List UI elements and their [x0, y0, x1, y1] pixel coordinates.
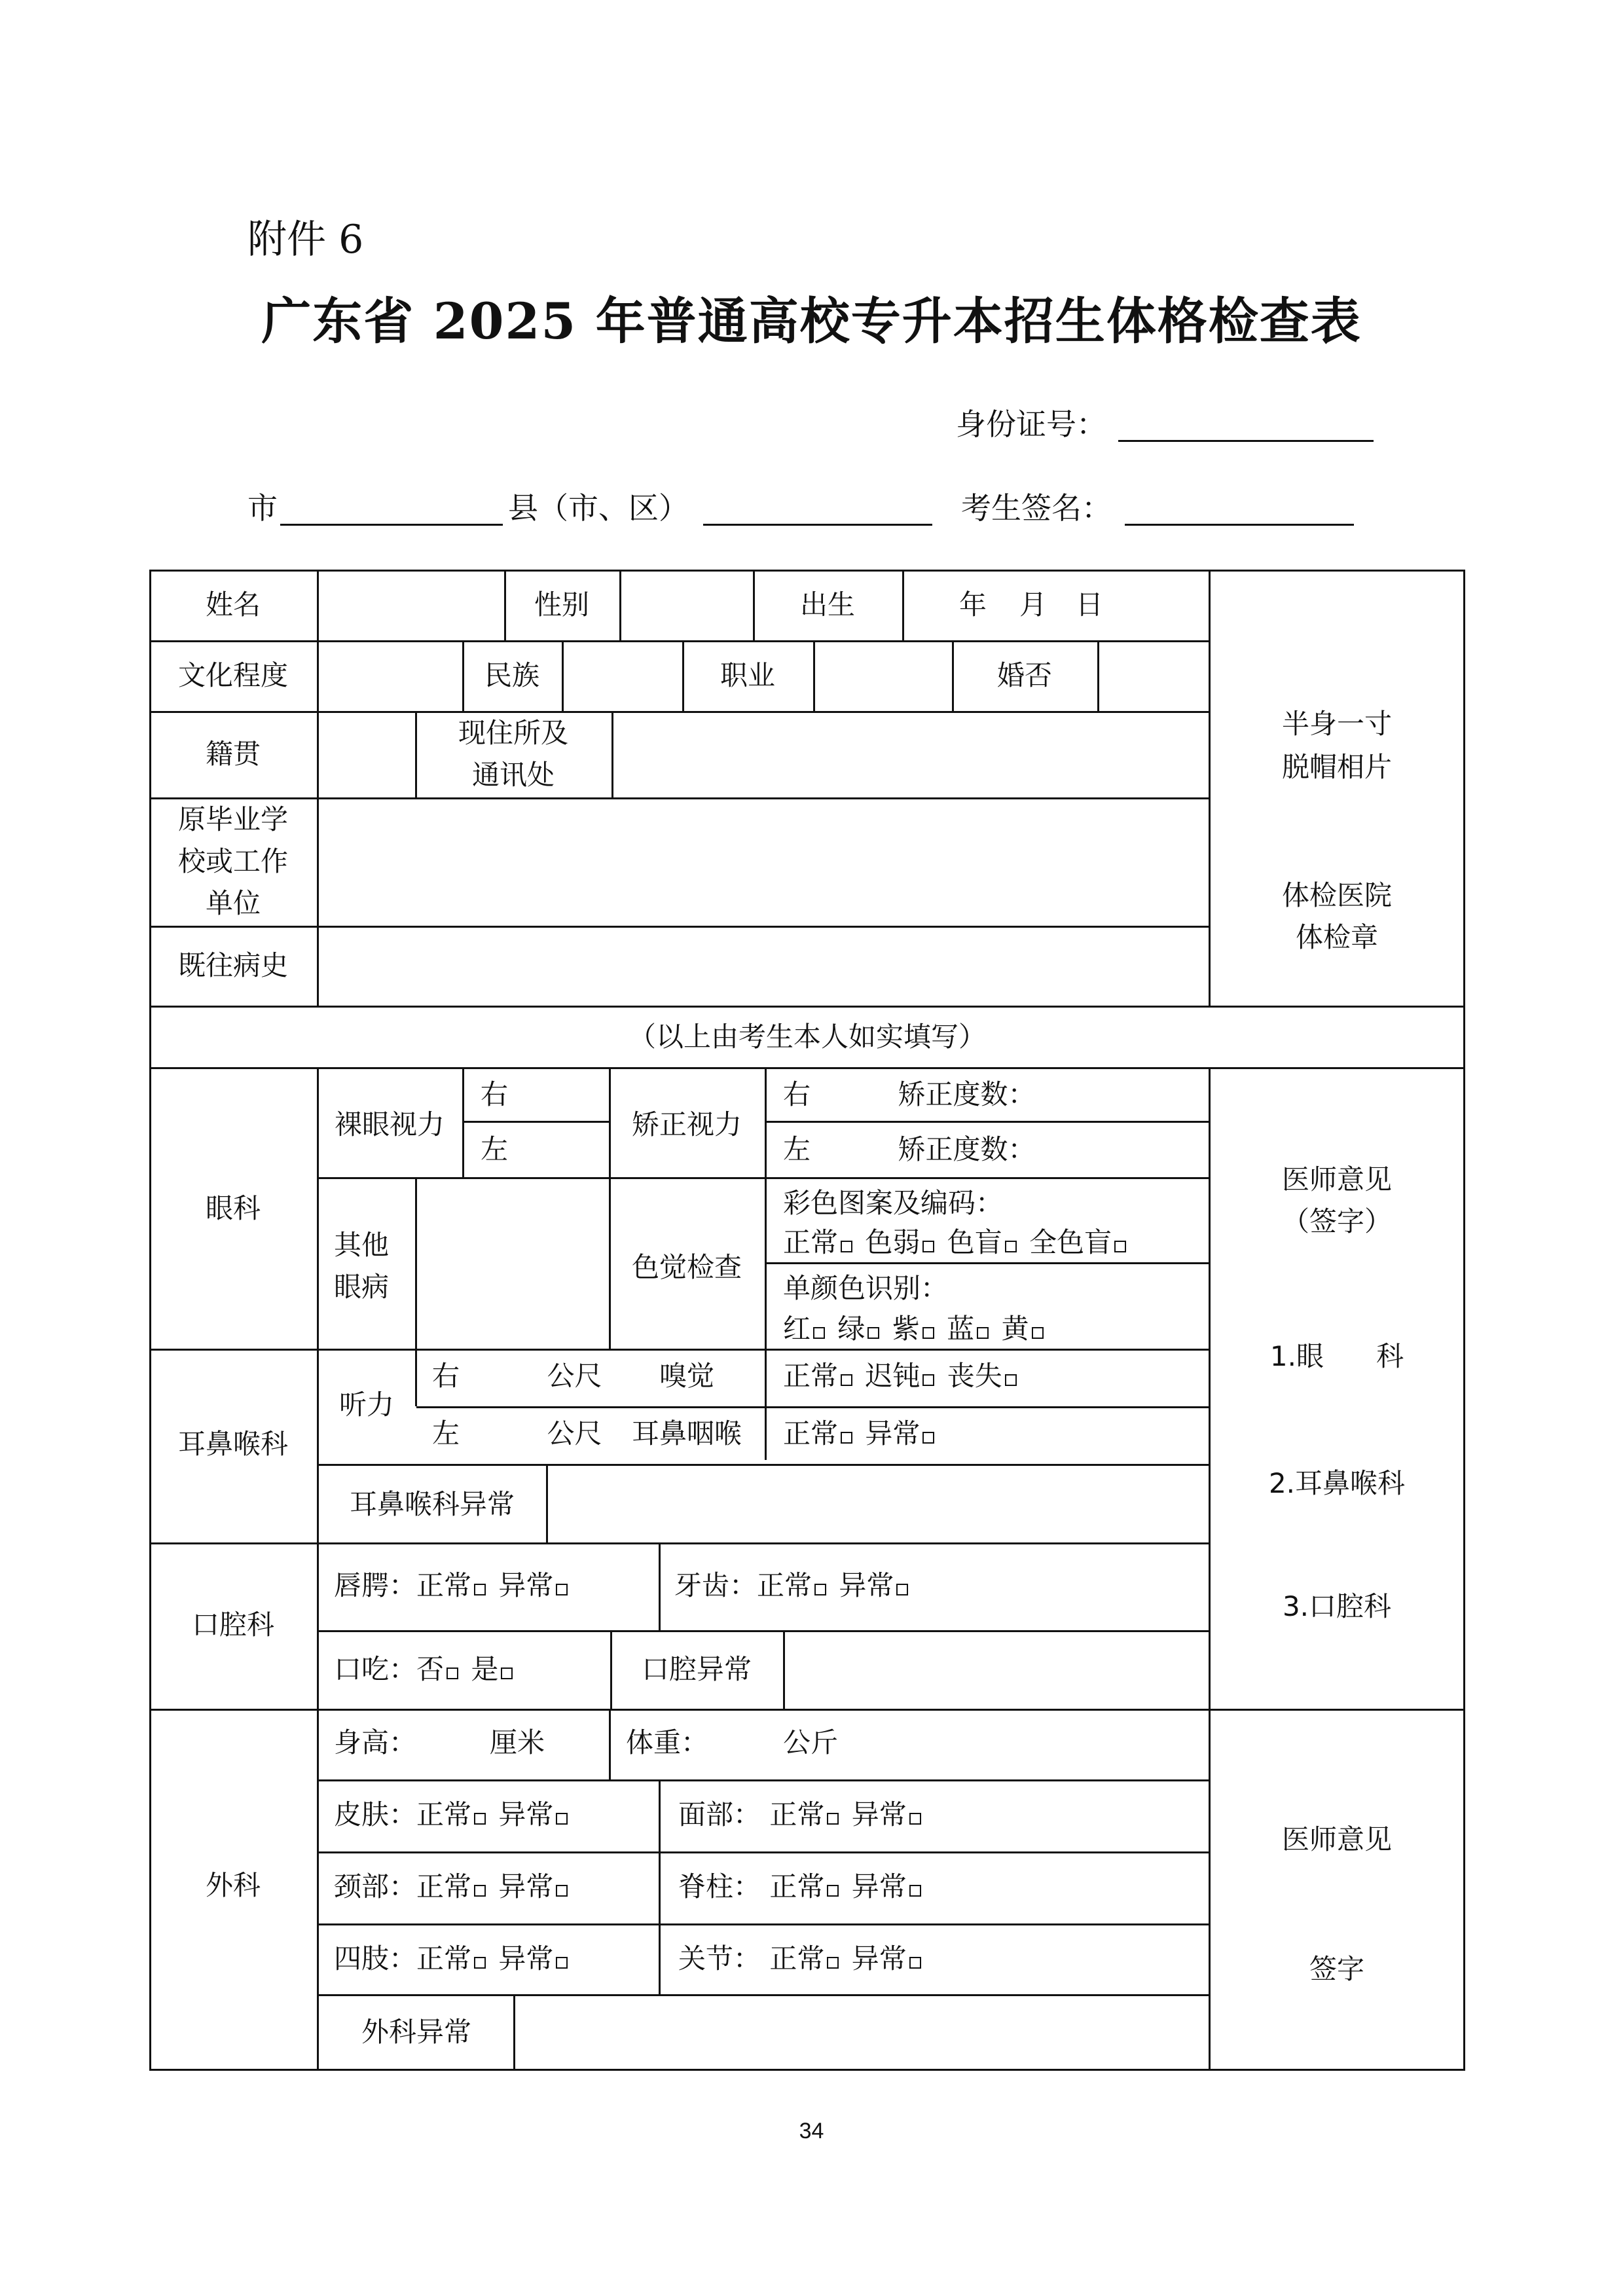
address-label-2: 通讯处 — [471, 759, 555, 791]
self-fill-note: （以上由考生本人如实填写） — [628, 1021, 987, 1053]
checkbox-skin-normal[interactable] — [474, 1813, 486, 1825]
hearing-left: 左 公尺 — [432, 1417, 602, 1449]
checkbox-blue[interactable] — [977, 1327, 989, 1339]
checkbox-weak[interactable] — [922, 1241, 934, 1252]
hearing-right: 右 公尺 — [432, 1360, 602, 1392]
smell-options: 正常 迟钝 丧失 — [783, 1355, 1021, 1396]
education-label: 文化程度 — [177, 659, 289, 691]
checkbox-limbs-abnormal[interactable] — [556, 1957, 568, 1969]
attachment-label: 附件 6 — [247, 217, 364, 263]
oral-abnormal-label: 口腔异常 — [641, 1653, 752, 1685]
surgery-doctor-opinion-label: 医师意见 — [1281, 1823, 1393, 1855]
surgery-section-label: 外科 — [205, 1869, 261, 1901]
joints-row: 关节： 正常 异常 — [678, 1938, 925, 1979]
school-label-2: 校或工作 — [177, 845, 289, 877]
limbs-row: 四肢：正常 异常 — [334, 1938, 572, 1979]
birth-label: 出生 — [799, 589, 856, 621]
surgery-doctor-sign-label: 签字 — [1309, 1953, 1365, 1985]
history-label: 既往病史 — [177, 949, 289, 981]
checkbox-stutter-yes[interactable] — [501, 1667, 513, 1679]
stutter-row: 口吃：否 是 — [334, 1649, 517, 1690]
checkbox-joints-abnormal[interactable] — [909, 1957, 921, 1969]
ent-abnormal-label: 耳鼻喉科异常 — [349, 1488, 515, 1520]
doctor-opinion-label: 医师意见 — [1281, 1163, 1393, 1195]
smell-label: 嗅觉 — [659, 1360, 715, 1392]
height-unit: 厘米 — [490, 1726, 545, 1758]
checkbox-throat-normal[interactable] — [841, 1432, 852, 1444]
county-label: 县（市、区） — [508, 490, 689, 526]
native-place-label: 籍贯 — [205, 738, 261, 770]
school-label-3: 单位 — [205, 887, 261, 919]
city-field[interactable] — [280, 524, 503, 526]
skin-row: 皮肤：正常 异常 — [334, 1794, 572, 1835]
photo-label-1: 半身一寸 — [1281, 708, 1393, 740]
doctor-ent-label: 2.耳鼻喉科 — [1268, 1467, 1406, 1499]
height-label: 身高： — [334, 1726, 417, 1758]
lips-row: 唇腭：正常 异常 — [334, 1565, 572, 1606]
checkbox-normal[interactable] — [841, 1241, 852, 1252]
color-pattern-label: 彩色图案及编码： — [783, 1187, 1004, 1219]
stamp-label-2: 体检章 — [1295, 921, 1379, 953]
checkbox-spine-abnormal[interactable] — [909, 1885, 921, 1897]
name-label: 姓名 — [205, 589, 261, 621]
hearing-label: 听力 — [338, 1389, 395, 1421]
checkbox-blind[interactable] — [1005, 1241, 1017, 1252]
birth-month-label: 月 — [1019, 589, 1048, 621]
eye-section-label: 眼科 — [205, 1192, 261, 1224]
checkbox-limbs-normal[interactable] — [474, 1957, 486, 1969]
spine-row: 脊柱： 正常 异常 — [678, 1866, 925, 1907]
corr-degree-left: 左 矫正度数： — [783, 1133, 1036, 1165]
ent-section-label: 耳鼻喉科 — [177, 1428, 289, 1460]
mono-color-label: 单颜色识别： — [783, 1272, 949, 1304]
birth-day-label: 日 — [1075, 589, 1104, 621]
oral-section-label: 口腔科 — [191, 1609, 275, 1641]
signature-field[interactable] — [1125, 524, 1354, 526]
face-row: 面部： 正常 异常 — [678, 1794, 925, 1835]
ethnicity-label: 民族 — [484, 659, 540, 691]
weight-label: 体重： — [626, 1726, 709, 1758]
stamp-label-1: 体检医院 — [1281, 879, 1393, 911]
checkbox-purple[interactable] — [922, 1327, 934, 1339]
mono-options: 红 绿 紫 蓝 黄 — [783, 1308, 1048, 1349]
city-label: 市 — [247, 490, 278, 526]
checkbox-green[interactable] — [867, 1327, 879, 1339]
occupation-label: 职业 — [720, 659, 776, 691]
teeth-row: 牙齿：正常 异常 — [674, 1565, 912, 1606]
checkbox-teeth-abnormal[interactable] — [896, 1584, 908, 1595]
page-number: 34 — [799, 2119, 824, 2143]
weight-unit: 公斤 — [783, 1726, 839, 1758]
naked-vision-label: 裸眼视力 — [334, 1108, 445, 1140]
corr-degree-right: 右 矫正度数： — [783, 1078, 1036, 1110]
id-number-field[interactable] — [1118, 440, 1374, 442]
other-eye-label-2: 眼病 — [334, 1271, 390, 1303]
checkbox-teeth-normal[interactable] — [814, 1584, 826, 1595]
corrected-vision-label: 矫正视力 — [631, 1108, 742, 1140]
signature-label: 考生签名： — [961, 490, 1112, 526]
color-options: 正常 色弱 色盲 全色盲 — [783, 1222, 1130, 1263]
checkbox-smell-lost[interactable] — [1005, 1374, 1017, 1386]
checkbox-stutter-no[interactable] — [447, 1667, 458, 1679]
doctor-sign-label: （签字） — [1281, 1205, 1393, 1237]
gender-label: 性别 — [534, 589, 590, 621]
throat-label: 耳鼻咽喉 — [631, 1417, 742, 1449]
neck-row: 颈部：正常 异常 — [334, 1866, 572, 1907]
school-label-1: 原毕业学 — [177, 803, 289, 835]
checkbox-face-normal[interactable] — [827, 1813, 839, 1825]
other-eye-label-1: 其他 — [334, 1229, 390, 1261]
photo-label-2: 脱帽相片 — [1281, 751, 1393, 783]
checkbox-smell-dull[interactable] — [922, 1374, 934, 1386]
checkbox-neck-normal[interactable] — [474, 1885, 486, 1897]
checkbox-joints-normal[interactable] — [827, 1957, 839, 1969]
checkbox-skin-abnormal[interactable] — [556, 1813, 568, 1825]
doctor-eye-label: 1.眼 科 — [1269, 1340, 1404, 1372]
surgery-abnormal-label: 外科异常 — [361, 2016, 472, 2048]
marital-label: 婚否 — [996, 659, 1053, 691]
id-number-label: 身份证号： — [956, 407, 1106, 442]
form-title: 广东省 2025 年普通高校专升本招生体格检查表 — [261, 292, 1362, 350]
county-field[interactable] — [703, 524, 932, 526]
birth-year-label: 年 — [958, 589, 987, 621]
checkbox-red[interactable] — [813, 1327, 825, 1339]
doctor-oral-label: 3.口腔科 — [1282, 1590, 1392, 1622]
checkbox-total-blind[interactable] — [1114, 1241, 1126, 1252]
checkbox-spine-normal[interactable] — [827, 1885, 839, 1897]
checkbox-smell-normal[interactable] — [841, 1374, 852, 1386]
naked-right-label: 右 — [481, 1078, 509, 1110]
checkbox-face-abnormal[interactable] — [909, 1813, 921, 1825]
checkbox-throat-abnormal[interactable] — [922, 1432, 934, 1444]
checkbox-neck-abnormal[interactable] — [556, 1885, 568, 1897]
throat-options: 正常 异常 — [783, 1413, 938, 1454]
naked-left-label: 左 — [481, 1133, 509, 1165]
color-check-label: 色觉检查 — [631, 1251, 742, 1283]
checkbox-lips-normal[interactable] — [474, 1584, 486, 1595]
checkbox-yellow[interactable] — [1032, 1327, 1044, 1339]
address-label-1: 现住所及 — [458, 717, 569, 749]
checkbox-lips-abnormal[interactable] — [556, 1584, 568, 1595]
